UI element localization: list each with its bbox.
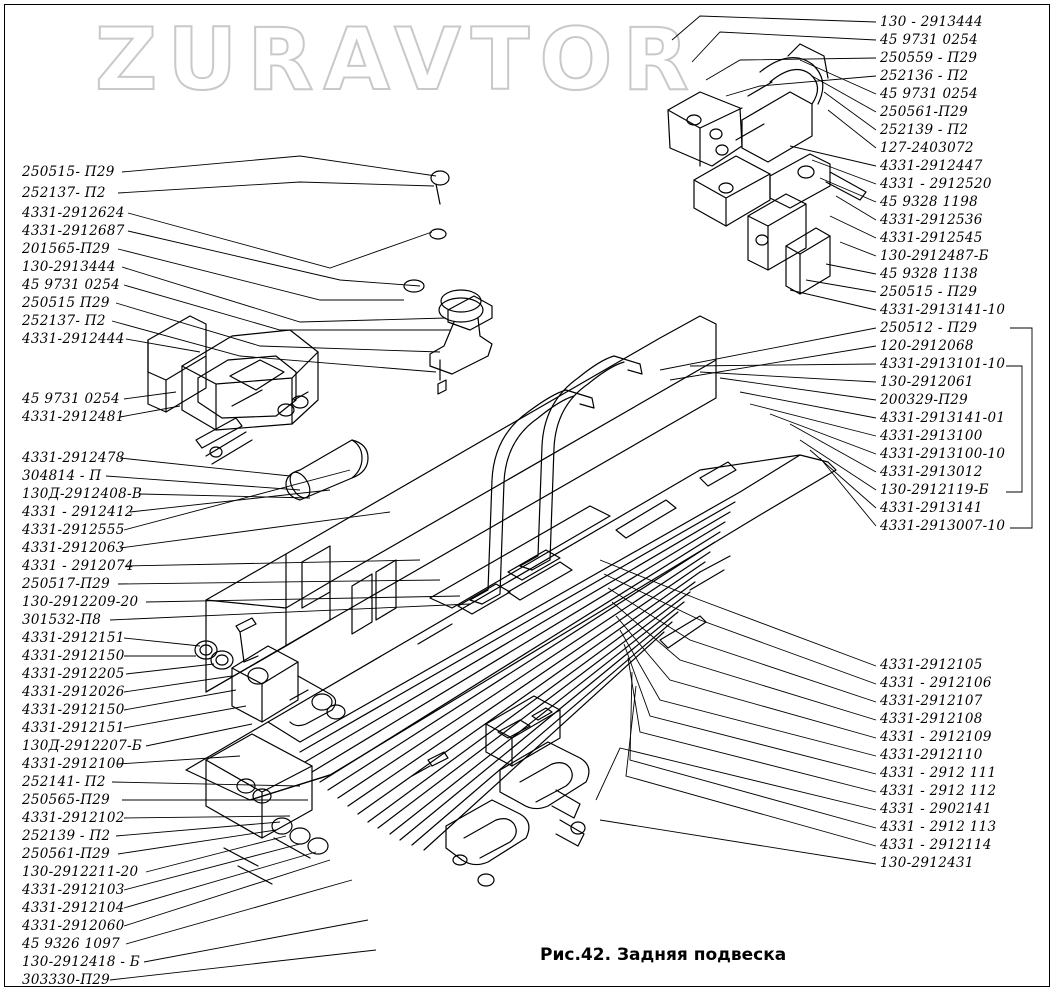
part-number-label: 130-2912487-Б: [880, 248, 989, 264]
part-number-label: 45 9731 0254: [22, 391, 121, 407]
part-number-label: 303330-П29: [22, 972, 111, 988]
part-number-label: 4331-2912102: [22, 810, 125, 826]
part-number-label: 4331-2912107: [880, 693, 983, 709]
part-number-label: 4331 - 2912109: [880, 729, 992, 745]
part-number-label: 4331-2912026: [22, 684, 125, 700]
part-number-label: 4331 - 2912074: [22, 558, 134, 574]
part-number-label: 130-2912119-Б: [880, 482, 989, 498]
part-number-label: 252139 - П2: [880, 122, 969, 138]
part-number-label: 252139 - П2: [22, 828, 111, 844]
part-number-label: 250517-П29: [22, 576, 111, 592]
part-number-label: 250515 П29: [22, 295, 110, 311]
part-number-label: 4331-2912444: [22, 331, 125, 347]
part-number-label: 4331-2913141: [880, 500, 983, 516]
part-number-label: 4331 - 2912520: [880, 176, 992, 192]
part-number-label: 45 9328 1138: [880, 266, 979, 282]
part-number-label: 4331 - 2902141: [880, 801, 992, 817]
part-number-label: 45 9328 1198: [880, 194, 979, 210]
part-number-label: 4331-2912545: [880, 230, 983, 246]
part-number-label: 130 - 2913444: [880, 14, 983, 30]
part-number-label: 4331-2912150: [22, 648, 125, 664]
part-number-label: 4331-2912103: [22, 882, 125, 898]
part-number-label: 4331-2913101-10: [880, 356, 1006, 372]
part-number-label: 4331-2913141-10: [880, 302, 1006, 318]
part-number-label: 4331 - 2912412: [22, 504, 134, 520]
part-number-label: 130Д-2912207-Б: [22, 738, 143, 754]
part-number-label: 304814 - П: [22, 468, 102, 484]
part-number-label: 4331-2913141-01: [880, 410, 1006, 426]
part-number-label: 4331-2912151: [22, 630, 125, 646]
part-number-label: 4331-2912150: [22, 702, 125, 718]
part-number-label: 4331 - 2912 111: [880, 765, 997, 781]
part-number-label: 130-2912061: [880, 374, 974, 390]
figure-caption: Рис.42. Задняя подвеска: [540, 945, 787, 965]
part-number-label: 4331-2913012: [880, 464, 983, 480]
part-number-label: 4331 - 2912 112: [880, 783, 997, 799]
part-number-label: 252137- П2: [22, 313, 106, 329]
part-number-label: 4331-2913100: [880, 428, 983, 444]
part-number-label: 4331 - 2912114: [880, 837, 992, 853]
part-number-label: 250512 - П29: [880, 320, 978, 336]
part-number-label: 301532-П8: [22, 612, 102, 628]
part-number-label: 4331 - 2912 113: [880, 819, 997, 835]
part-number-label: 4331-2912104: [22, 900, 125, 916]
part-number-label: 250515 - П29: [880, 284, 978, 300]
part-number-label: 4331-2912478: [22, 450, 125, 466]
part-number-label: 252136 - П2: [880, 68, 969, 84]
part-number-label: 4331-2912536: [880, 212, 983, 228]
part-number-label: 130-2913444: [22, 259, 116, 275]
part-number-label: 4331-2912205: [22, 666, 125, 682]
part-number-label: 250559 - П29: [880, 50, 978, 66]
part-number-label: 4331-2912105: [880, 657, 983, 673]
part-number-label: 45 9731 0254: [880, 32, 979, 48]
part-number-label: 127-2403072: [880, 140, 974, 156]
part-number-label: 4331-2912108: [880, 711, 983, 727]
part-number-label: 4331-2912555: [22, 522, 125, 538]
part-number-label: 252137- П2: [22, 185, 106, 201]
watermark-text: ZURAVTOR: [95, 10, 699, 110]
part-number-label: 252141- П2: [22, 774, 106, 790]
part-number-label: 45 9731 0254: [880, 86, 979, 102]
part-number-label: 130-2912211-20: [22, 864, 139, 880]
part-number-label: 4331-2912151: [22, 720, 125, 736]
part-number-label: 4331-2912624: [22, 205, 125, 221]
part-number-label: 250565-П29: [22, 792, 111, 808]
part-number-label: 120-2912068: [880, 338, 974, 354]
part-number-label: 250561-П29: [22, 846, 111, 862]
part-number-label: 4331-2913007-10: [880, 518, 1006, 534]
part-number-label: 250561-П29: [880, 104, 969, 120]
part-number-label: 45 9326 1097: [22, 936, 121, 952]
part-number-label: 130Д-2912408-В: [22, 486, 143, 502]
part-number-label: 4331-2912687: [22, 223, 125, 239]
part-number-label: 200329-П29: [880, 392, 969, 408]
part-number-label: 4331-2912100: [22, 756, 125, 772]
part-number-label: 4331-2912110: [880, 747, 983, 763]
part-number-label: 4331 - 2912106: [880, 675, 992, 691]
part-number-label: 130-2912431: [880, 855, 974, 871]
part-number-label: 4331-2912060: [22, 918, 125, 934]
part-number-label: 130-2912209-20: [22, 594, 139, 610]
part-number-label: 4331-2912063: [22, 540, 125, 556]
part-number-label: 45 9731 0254: [22, 277, 121, 293]
part-number-label: 4331-2912447: [880, 158, 983, 174]
part-number-label: 4331-2912481: [22, 409, 125, 425]
part-number-label: 4331-2913100-10: [880, 446, 1006, 462]
part-number-label: 250515- П29: [22, 164, 115, 180]
part-number-label: 201565-П29: [22, 241, 111, 257]
part-number-label: 130-2912418 - Б: [22, 954, 141, 970]
